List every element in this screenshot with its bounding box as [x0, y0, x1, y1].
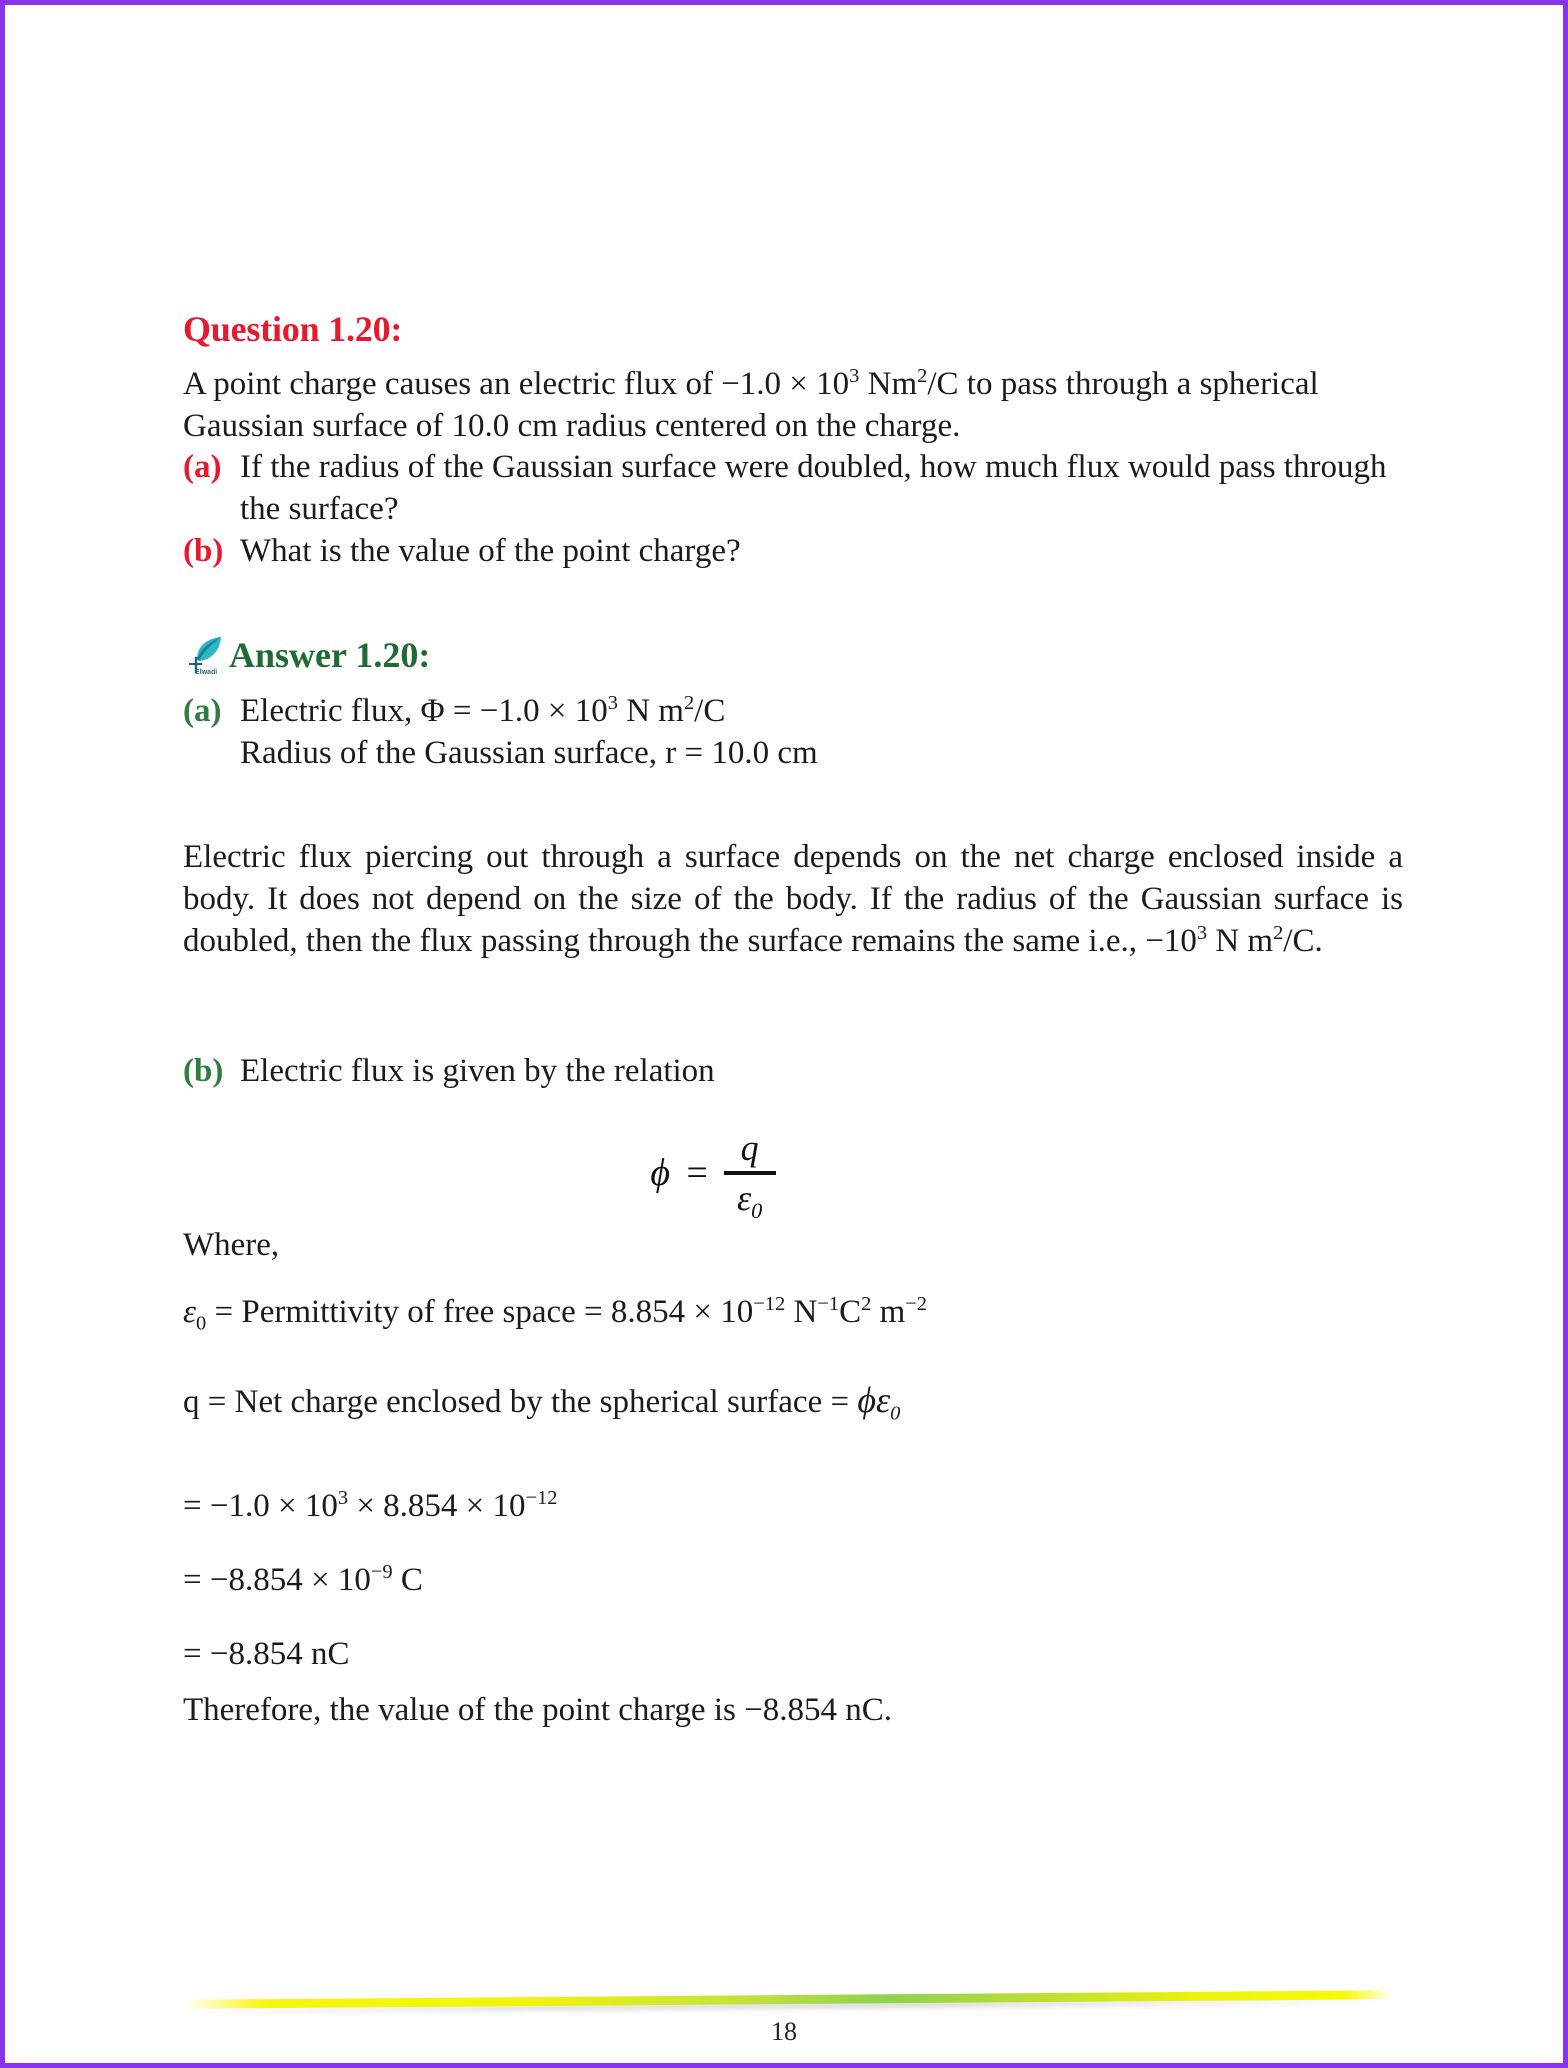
epsilon-sub: 0: [196, 1313, 207, 1336]
answer-item-b: [183, 1051, 1403, 1093]
spacer-after-question: [183, 573, 1403, 635]
conclusion-line: Therefore, the value of the point charge is −8.854 nC.: [183, 1692, 892, 1728]
question-intro-part1: A point charge causes an electric flux of −1.0 × 10: [183, 365, 850, 402]
spacer-after-part-a: [183, 775, 1403, 837]
question-item-b: [183, 531, 1403, 573]
q-line-sub: 0: [890, 1402, 901, 1425]
calc1-exp1: 3: [337, 1487, 349, 1510]
answer-heading-text: Answer 1.20:: [229, 634, 431, 675]
where-label: Where,: [183, 1226, 280, 1263]
explanation-end: /C.: [1283, 922, 1323, 959]
calc3-pre: = −8.854 nC: [183, 1636, 350, 1673]
answer-item-a: [183, 691, 1403, 775]
spacer-before-epsilon: [183, 1266, 1403, 1292]
calculation-line-3: [183, 1634, 1403, 1676]
calc1-mid: × 8.854 × 10: [348, 1488, 526, 1525]
question-heading: Question 1.20:: [183, 309, 403, 349]
explanation-mid: N m: [1207, 922, 1274, 959]
page-number: 18: [771, 2017, 797, 2046]
formula-expression: [650, 1127, 775, 1223]
svg-text:Elwadi: Elwadi: [195, 669, 218, 676]
epsilon-text-pre: = Permittivity of free space = 8.854 × 10: [206, 1294, 754, 1331]
spacer-before-calcs: [183, 1424, 1403, 1486]
answer-item-a-marker: (a): [183, 693, 222, 730]
epsilon-exp1: −12: [753, 1293, 786, 1316]
answer-item-b-text: Electric flux is given by the relation: [240, 1052, 715, 1089]
formula-fraction: [724, 1127, 776, 1223]
answer-a-line1-end: /C: [694, 693, 726, 730]
epsilon-exp3: 2: [861, 1293, 872, 1316]
leaf-logo-icon: [183, 635, 225, 675]
q-definition-line: [183, 1378, 1403, 1424]
answer-a-line2: Radius of the Gaussian surface, r = 10.0 cm: [240, 735, 818, 772]
calc2-pre: = −8.854 × 10: [183, 1562, 371, 1599]
formula-lhs: ϕ: [650, 1151, 670, 1194]
question-item-a: [183, 447, 1403, 531]
question-intro-paragraph: [183, 364, 1403, 448]
page-content: [183, 310, 1403, 1732]
question-intro-exp1: 3: [849, 364, 860, 387]
answer-a-line1-exp: 3: [607, 692, 618, 715]
epsilon-exp2: −1: [817, 1293, 840, 1316]
answer-a-line1-mid: N m: [617, 693, 684, 730]
epsilon-text-mid: N: [785, 1294, 818, 1331]
calc1-pre: = −1.0 × 10: [183, 1488, 338, 1525]
epsilon-exp4: −2: [905, 1293, 927, 1316]
epsilon-symbol: ε: [183, 1294, 197, 1331]
formula-denominator-symbol: ε: [736, 1177, 752, 1218]
calc1-exp2: −12: [525, 1487, 558, 1510]
answer-item-a-text: [240, 691, 1403, 775]
explanation-exp2: 2: [1273, 921, 1284, 944]
question-item-a-text: If the radius of the Gaussian surface were doubled, how much flux would pass through the surface?: [240, 449, 1387, 528]
question-item-b-marker: (b): [183, 533, 224, 570]
flux-formula: [183, 1127, 1403, 1223]
spacer-after-explanation-2: [183, 1025, 1403, 1051]
explanation-pre: Electric flux piercing out through a surface depends on the net charge enclosed inside a body. It does not depend on the size of the body. If the radius of the Gaussian surface is doubled, then the flux passing through the surface remains the same i.e., −10: [183, 838, 1403, 959]
q-line-text: q = Net charge enclosed by the spherical surface =: [183, 1384, 858, 1421]
question-intro-part3: /C to pass through a spherical Gaussian surface of 10.0 cm radius centered on the charge.: [183, 365, 1319, 444]
answer-explanation-paragraph: [183, 837, 1403, 963]
explanation-exp: 3: [1196, 921, 1208, 944]
formula-numerator: q: [740, 1127, 759, 1168]
question-item-a-marker: (a): [183, 449, 222, 486]
answer-a-line1-pre: Electric flux, Φ = −1.0 × 10: [240, 693, 608, 730]
calculation-line-2: [183, 1560, 1403, 1602]
q-line-phi-epsilon: ϕε: [857, 1380, 891, 1421]
question-intro-exp2: 2: [917, 364, 928, 387]
formula-denominator: [727, 1175, 772, 1223]
formula-denominator-sub: 0: [751, 1197, 763, 1223]
epsilon-definition-line: [183, 1292, 1403, 1334]
answer-a-line1-exp2: 2: [683, 692, 695, 715]
answer-item-b-marker: (b): [183, 1052, 224, 1089]
spacer-after-explanation: [183, 963, 1403, 1025]
page-inner: [5, 5, 1563, 2063]
epsilon-text-mid2: C: [839, 1294, 862, 1331]
question-intro-part2: Nm: [859, 365, 918, 402]
epsilon-text-mid3: m: [871, 1294, 906, 1331]
calculation-line-1: [183, 1486, 1403, 1528]
spacer-before-q-line: [183, 1334, 1403, 1378]
answer-heading: [183, 635, 1403, 675]
calc2-mid: C: [392, 1562, 423, 1599]
calc2-exp1: −9: [370, 1561, 393, 1584]
question-item-b-text: What is the value of the point charge?: [240, 533, 741, 570]
formula-equals: =: [684, 1151, 710, 1194]
